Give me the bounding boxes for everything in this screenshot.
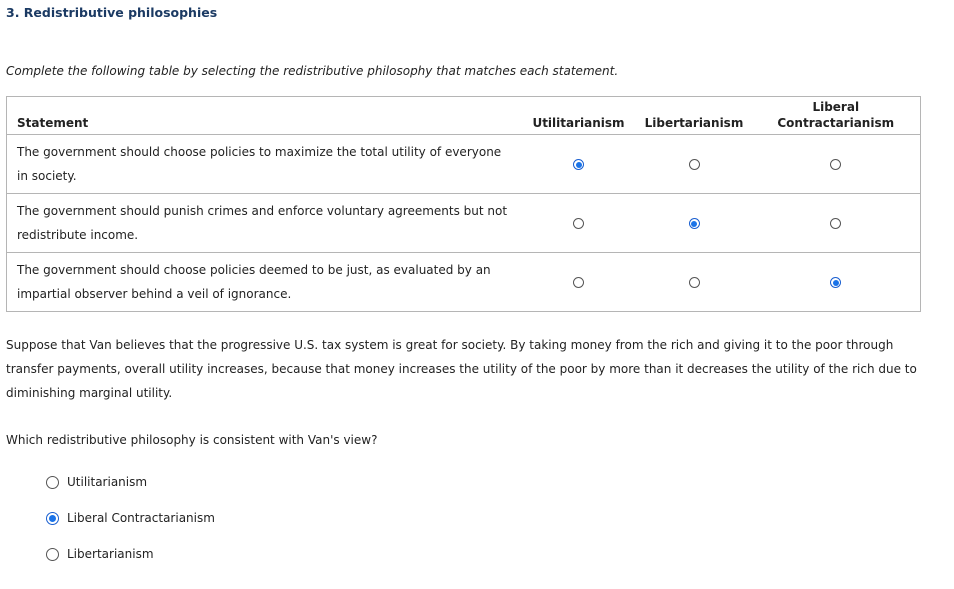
liberal-contractarianism-column-header — [752, 97, 921, 135]
utilitarianism-radio[interactable] — [46, 476, 59, 489]
row1-libertarianism-radio[interactable] — [689, 159, 700, 170]
choice-libertarianism[interactable] — [46, 547, 154, 561]
instructions-text: Complete the following table by selecting the redistributive philosophy that matches each statement. — [6, 64, 619, 78]
row3-libertarianism-radio[interactable] — [689, 277, 700, 288]
scenario-text: Suppose that Van believes that the progressive U.S. tax system is great for society. By taking money from the rich and giving it to the poor through transfer payments, overall utility increases, because that money increases the utility of the poor by more than it decreases the utility of the rich due to diminishing marginal utility. — [6, 338, 917, 400]
row2-liberal-contractarianism-radio[interactable] — [830, 218, 841, 229]
libertarianism-radio[interactable] — [46, 548, 59, 561]
liberal-contractarianism-radio[interactable] — [46, 512, 59, 525]
statement-column-header: Statement — [7, 97, 521, 135]
table-row — [7, 135, 921, 194]
choice-utilitarianism[interactable] — [46, 475, 147, 489]
row3-utilitarianism-radio[interactable] — [573, 277, 584, 288]
libertarianism-column-header: Libertarianism — [637, 97, 752, 135]
page-title: 3. Redistributive philosophies — [6, 5, 218, 20]
row2-libertarianism-radio[interactable] — [689, 218, 700, 229]
utilitarianism-column-header: Utilitarianism — [521, 97, 637, 135]
table-row — [7, 253, 921, 312]
choice-label: Utilitarianism — [67, 475, 148, 489]
statement-text: The government should punish crimes and enforce voluntary agreements but not redistribute income. — [7, 194, 521, 253]
column-header-line-2: Contractarianism — [777, 116, 895, 130]
question-text: Which redistributive philosophy is consistent with Van's view? — [6, 433, 378, 447]
row3-liberal-contractarianism-radio[interactable] — [830, 277, 841, 288]
choice-label: Liberal Contractarianism — [67, 511, 215, 525]
philosophy-table — [6, 96, 921, 312]
choice-liberal-contractarianism[interactable] — [46, 511, 215, 525]
choice-label: Libertarianism — [67, 547, 154, 561]
table-row — [7, 194, 921, 253]
row1-liberal-contractarianism-radio[interactable] — [830, 159, 841, 170]
row1-utilitarianism-radio[interactable] — [573, 159, 584, 170]
statement-text: The government should choose policies to maximize the total utility of everyone in society. — [7, 135, 521, 194]
table-header-row — [7, 97, 921, 135]
column-header-line-1: Liberal — [812, 100, 860, 114]
row2-utilitarianism-radio[interactable] — [573, 218, 584, 229]
statement-text: The government should choose policies deemed to be just, as evaluated by an impartial observer behind a veil of ignorance. — [7, 253, 521, 312]
